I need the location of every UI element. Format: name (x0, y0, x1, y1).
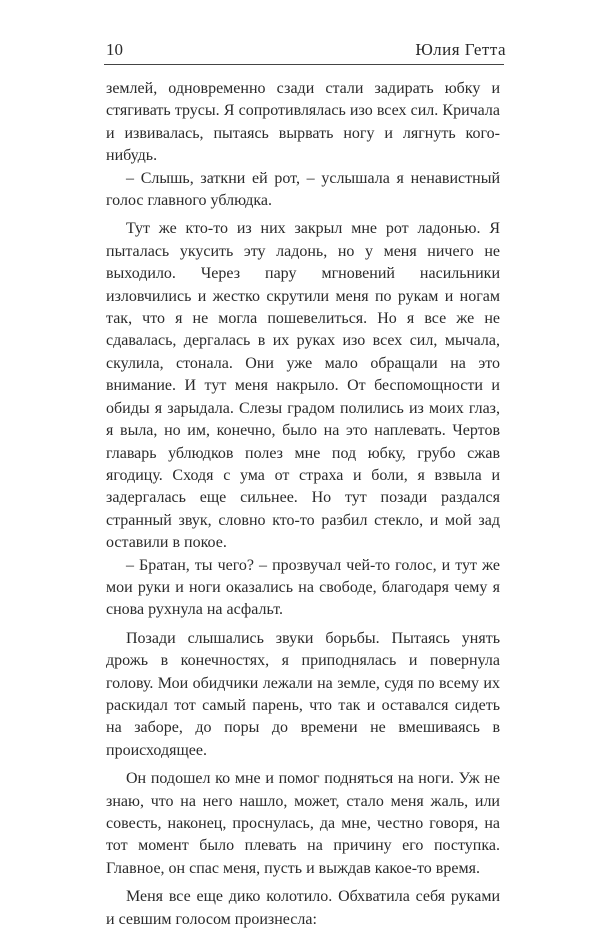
paragraph-3: Тут же кто-то из них закрыл мне рот ладонью. Я пыталась укусить эту ладонь, но у меня ничего не выходило. Через пару мгновений насильники изловчились и жестко скрутили меня по рукам и ногам так, что я не могла пошевелиться. Но я все же не сдавалась, дергалась в их руках изо всех сил, мычала, скулила, стонала. Они уже мало обращали на это внимание. И тут меня накрыло. От беспомощности и обиды я зарыдала. Слезы градом полились из моих глаз, я выла, но им, конечно, было на это наплевать. Чертов главарь ублюдков полез мне под юбку, грубо сжав ягодицу. Сходя с ума от страха и боли, я взвыла и задергалась еще сильнее. Но тут позади раздался странный звук, словно кто-то разбил стекло, и мой зад оставили в покое. (106, 220, 500, 552)
paragraph-7: Меня все еще дико колотило. Обхватила себя руками и севшим голосом произнесла: (106, 888, 500, 928)
page-header (106, 40, 506, 62)
paragraph-4: – Братан, ты чего? – прозвучал чей-то голос, и тут же мои руки и ноги оказались на свободе, благодаря чему я снова рухнула на асфальт. (106, 556, 500, 619)
paragraph-5: Позади слышались звуки борьбы. Пытаясь унять дрожь в конечностях, я приподнялась и повернула голову. Мои обидчики лежали на земле, судя по всему их раскидал тот самый парень, что так и оставался сидеть на заборе, до поры до времени не вмешиваясь в происходящее. (106, 629, 500, 759)
running-head-author: Юлия Гетта (415, 40, 506, 59)
paragraph-1: землей, одновременно сзади стали задирать юбку и стягивать трусы. Я сопротивлялась изо всех сил. Кричала и извивалась, пытаясь вырвать ногу и лягнуть кого-нибудь. (106, 80, 500, 165)
header-rule (104, 64, 504, 65)
page-number: 10 (106, 40, 123, 59)
paragraph-6: Он подошел ко мне и помог подняться на ноги. Уж не знаю, что на него нашло, может, стало меня жаль, или совесть, наконец, проснулась, да мне, честно говоря, на тот момент было плевать на причину его поступка. Главное, он спас меня, пусть и выждав какое-то время. (106, 770, 500, 877)
body-text (106, 78, 500, 931)
paragraph-2: – Слышь, заткни ей рот, – услышала я ненавистный голос главного ублюдка. (106, 169, 500, 210)
